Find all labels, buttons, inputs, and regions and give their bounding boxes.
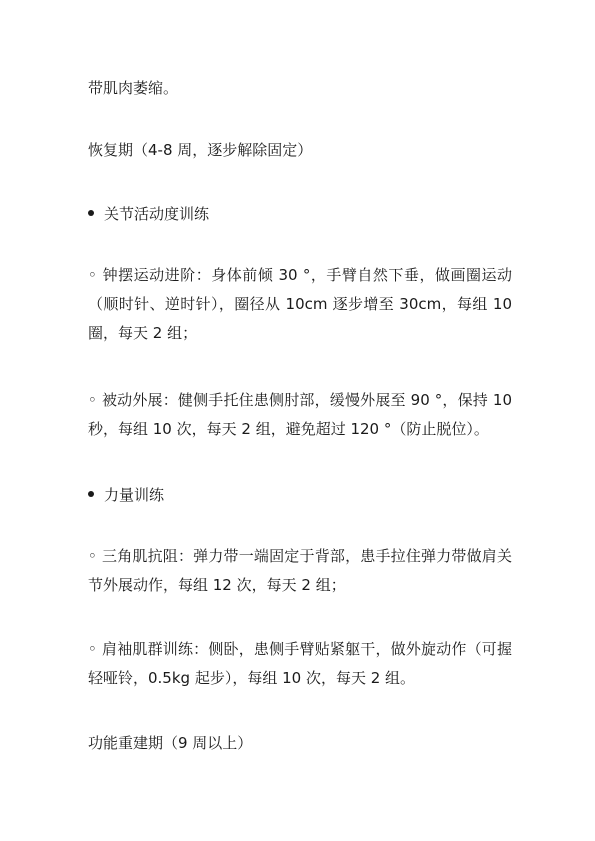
bullet-label: 关节活动度训练 [104,205,210,223]
paragraph-continuation: 带肌肉萎缩。 [88,79,179,97]
bullet-label: 力量训练 [104,486,165,504]
bullet-range-of-motion [88,203,508,225]
list-item-pendulum-exercise: ◦ 钟摆运动进阶：身体前倾 30 °，手臂自然下垂，做画圈运动（顺时针、逆时针），圈径从 10cm 逐步增至 30cm，每组 10 圈，每天 2 组； [88,266,512,342]
section-heading-recovery-phase: 恢复期（4-8 周，逐步解除固定） [88,141,313,159]
list-item-passive-abduction: ◦ 被动外展：健侧手托住患侧肘部，缓慢外展至 90 °，保持 10 秒，每组 10 次，每天 2 组，避免超过 120 °（防止脱位）。 [88,391,512,438]
list-item-deltoid-resistance: ◦ 三角肌抗阻：弹力带一端固定于背部，患手拉住弹力带做肩关节外展动作，每组 12 次，每天 2 组； [88,547,512,594]
list-item-rotator-cuff: ◦ 肩袖肌群训练：侧卧，患侧手臂贴紧躯干，做外旋动作（可握轻哑铃，0.5kg 起步），每组 10 次，每天 2 组。 [88,640,512,687]
section-heading-function-phase: 功能重建期（9 周以上） [88,734,253,752]
bullet-icon [88,491,94,497]
bullet-strength-training [88,484,508,506]
bullet-icon [88,210,94,216]
